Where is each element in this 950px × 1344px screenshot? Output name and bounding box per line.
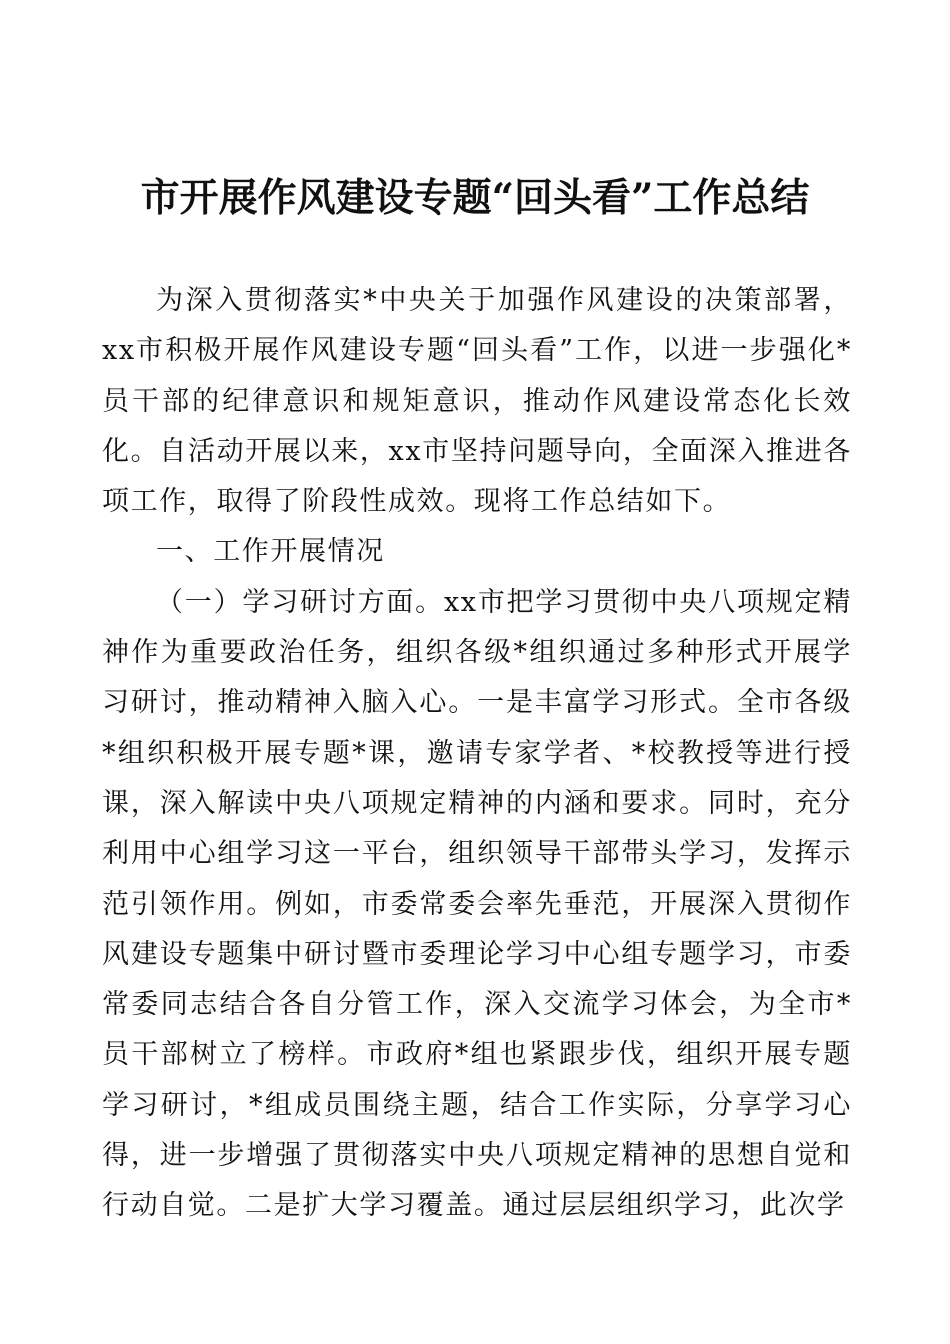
document-body: [102, 276, 852, 1232]
document-title: 市开展作风建设专题“回头看”工作总结: [140, 175, 810, 221]
section-heading-work-progress: 一、工作开展情况: [156, 536, 385, 568]
study-discussion-paragraph: （一）学习研讨方面。xx市把学习贯彻中央八项规定精神作为重要政治任务，组织各级*组织通过多种形式开展学习研讨，推动精神入脑入心。一是丰富学习形式。全市各级*组织积极开展专题*课，邀请专家学者、*校教授等进行授课，深入解读中央八项规定精神的内涵和要求。同时，充分利用中心组学习这一平台，组织领导干部带头学习，发挥示范引领作用。例如，市委常委会率先垂范，开展深入贯彻作风建设专题集中研讨暨市委理论学习中心组专题学习，市委常委同志结合各自分管工作，深入交流学习体会，为全市*员干部树立了榜样。市政府*组也紧跟步伐，组织开展专题学习研讨，*组成员围绕主题，结合工作实际，分享学习心得，进一步增强了贯彻落实中央八项规定精神的思想自觉和行动自觉。二是扩大学习覆盖。通过层层组织学习，此次学: [102, 586, 852, 1222]
intro-paragraph: 为深入贯彻落实*中央关于加强作风建设的决策部署，xx市积极开展作风建设专题“回头看”工作，以进一步强化*员干部的纪律意识和规矩意识，推动作风建设常态化长效化。自活动开展以来，xx市坚持问题导向，全面深入推进各项工作，取得了阶段性成效。现将工作总结如下。: [102, 285, 852, 518]
